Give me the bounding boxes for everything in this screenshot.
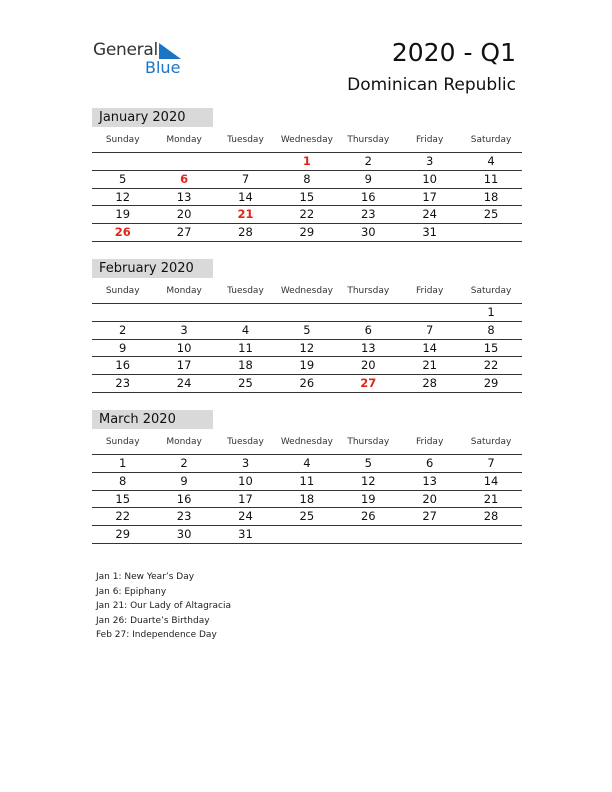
day-cell: 28 [238,225,253,240]
day-cell: 10 [238,473,253,488]
day-cell: 30 [360,225,376,240]
day-cell: 16 [176,491,192,506]
day-cell [338,526,399,543]
day-cell: 25 [299,509,315,524]
day-cell: 10 [176,340,192,355]
day-cell: 14 [422,340,437,355]
logo-triangle-icon [159,43,181,59]
month-name: March 2020 [92,410,213,429]
day-cell: 16 [115,358,131,373]
day-cell: 3 [425,154,434,168]
weekday-label: Monday [166,135,202,145]
week-row [92,473,522,491]
month-block [92,108,522,242]
weekday-label: Tuesday [227,286,264,296]
day-cell: 27 [176,225,192,240]
day-cell: 7 [241,171,250,186]
day-cell: 8 [487,322,495,337]
weekday-label: Tuesday [227,437,264,447]
day-cell: 25 [483,207,499,222]
week-row [92,304,522,322]
holiday-day-cell: 1 [302,154,311,168]
weekday-label: Monday [166,437,202,447]
day-cell: 16 [360,189,376,204]
holiday-day-cell: 27 [360,376,377,391]
weekday-label: Saturday [470,437,512,447]
weekday-label: Thursday [347,286,390,296]
day-cell: 6 [425,456,434,470]
day-cell: 17 [176,358,192,373]
holiday-day-cell: 21 [237,207,254,222]
weekday-label: Sunday [105,286,140,296]
day-cell: 14 [238,189,253,204]
day-cell [92,304,153,321]
day-cell: 31 [422,225,437,240]
day-cell [215,304,276,321]
day-cell: 15 [483,340,499,355]
day-cell: 13 [360,340,376,355]
week-row [92,224,522,242]
holiday-entry: Feb 27: Independence Day [96,630,217,641]
day-cell: 7 [487,456,495,470]
day-cell: 9 [119,340,127,355]
holiday-entry: Jan 21: Our Lady of Altagracia [96,601,231,612]
day-cell: 19 [115,207,131,222]
day-cell: 18 [238,358,253,373]
day-cell: 5 [303,322,311,337]
day-cell: 11 [238,340,253,355]
week-row [92,189,522,207]
day-cell [153,153,214,170]
day-cell [399,304,460,321]
weekday-label: Tuesday [227,135,264,145]
day-cell: 1 [487,305,495,319]
day-cell: 29 [299,225,315,240]
weekday-label: Thursday [347,135,390,145]
day-cell [276,304,337,321]
month-block [92,259,522,393]
holiday-day-cell: 6 [180,171,189,186]
day-cell [92,153,153,170]
weekday-header-row [92,282,522,304]
holiday-entry: Jan 1: New Year’s Day [96,572,195,582]
month-block [92,410,522,544]
day-cell [460,526,521,543]
day-cell: 20 [360,358,376,373]
logo-blue-text: Blue [145,58,181,77]
day-cell: 22 [483,358,499,373]
day-cell: 9 [180,473,188,488]
weekday-label: Friday [416,286,444,296]
day-cell: 23 [115,376,131,391]
day-cell: 17 [422,189,437,204]
day-cell [460,224,521,241]
day-cell [399,526,460,543]
day-cell: 19 [360,491,376,506]
day-cell: 26 [299,376,315,391]
day-cell: 3 [241,456,250,470]
day-cell: 31 [238,527,253,542]
day-cell: 11 [299,473,315,488]
day-cell: 4 [241,322,250,337]
week-row [92,357,522,375]
weekday-label: Thursday [347,437,390,447]
day-cell: 24 [422,207,437,222]
week-row [92,340,522,358]
day-cell: 18 [299,491,315,506]
day-cell: 6 [364,322,372,337]
day-cell: 28 [483,509,499,524]
weekday-label: Monday [166,286,202,296]
generalblue-logo [93,40,193,80]
week-row [92,322,522,340]
weekday-label: Sunday [105,437,140,447]
week-row [92,455,522,473]
week-row [92,206,522,224]
day-cell [215,153,276,170]
day-cell: 17 [238,491,253,506]
day-cell: 2 [364,154,372,168]
day-cell: 23 [360,207,376,222]
day-cell: 13 [422,473,437,488]
day-cell: 19 [299,358,315,373]
day-cell: 13 [176,189,192,204]
day-cell: 26 [360,509,376,524]
day-cell: 15 [299,189,315,204]
day-cell: 1 [119,456,127,470]
week-row [92,375,522,393]
day-cell: 30 [176,527,192,542]
day-cell [276,526,337,543]
day-cell: 12 [360,473,376,488]
day-cell: 7 [425,322,434,337]
weekday-label: Friday [416,135,444,145]
day-cell: 22 [115,509,131,524]
day-cell: 24 [176,376,192,391]
holiday-entry: Jan 26: Duarte’s Birthday [96,615,210,626]
week-row [92,526,522,544]
day-cell: 28 [422,376,437,391]
month-name: February 2020 [92,259,213,278]
weekday-label: Saturday [470,286,512,296]
day-cell: 21 [483,491,499,506]
weekday-label: Sunday [105,135,140,145]
day-cell: 10 [422,171,437,186]
week-row [92,508,522,526]
day-cell: 11 [483,171,499,186]
day-cell: 27 [422,509,437,524]
day-cell: 23 [176,509,192,524]
day-cell: 20 [176,207,192,222]
day-cell: 22 [299,207,315,222]
week-row [92,171,522,189]
day-cell: 25 [238,376,253,391]
holiday-day-cell: 26 [114,225,131,240]
day-cell: 5 [119,171,127,186]
holiday-list [96,570,231,643]
day-cell: 2 [119,322,127,337]
week-row [92,491,522,509]
page-title: 2020 - Q1 [391,38,516,67]
day-cell: 24 [238,509,253,524]
day-cell: 2 [180,456,188,470]
day-cell: 5 [364,456,372,470]
day-cell: 20 [422,491,437,506]
weekday-label: Wednesday [280,286,333,296]
weekday-header-row [92,433,522,455]
day-cell: 8 [303,171,311,186]
day-cell: 3 [180,322,188,337]
country-name: Dominican Republic [347,75,516,95]
day-cell: 29 [115,527,131,542]
day-cell: 4 [303,456,311,470]
logo-general-text: General [93,40,158,60]
day-cell: 8 [119,473,127,488]
day-cell: 12 [115,189,131,204]
day-cell: 14 [483,473,499,488]
day-cell [338,304,399,321]
day-cell: 12 [299,340,315,355]
weekday-label: Wednesday [280,135,333,145]
day-cell: 18 [483,189,499,204]
holiday-entry: Jan 6: Epiphany [96,586,167,597]
weekday-label: Wednesday [280,437,333,447]
day-cell: 15 [115,491,131,506]
week-row [92,153,522,171]
day-cell: 29 [483,376,499,391]
weekday-label: Saturday [470,135,512,145]
weekday-label: Friday [416,437,444,447]
day-cell: 9 [364,171,372,186]
day-cell: 4 [487,154,495,168]
month-name: January 2020 [92,108,213,127]
day-cell: 21 [422,358,437,373]
weekday-header-row [92,131,522,153]
day-cell [153,304,214,321]
